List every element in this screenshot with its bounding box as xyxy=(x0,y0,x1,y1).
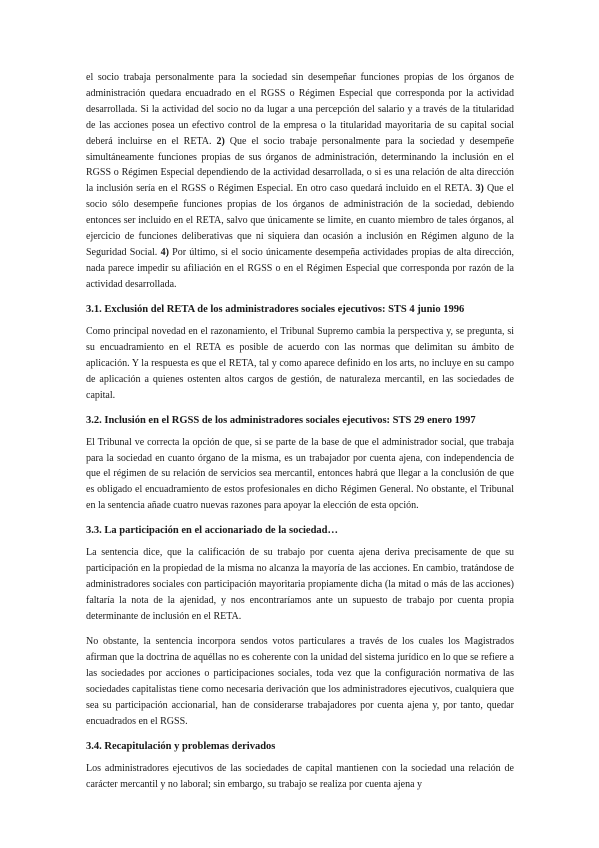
section-3-3-paragraph-1: La sentencia dice, que la calificación de su trabajo por cuenta ajena deriva precisamente de que su participación en la propiedad de la misma no alcanza la mayoría de las acciones. En cambio, tratándose de administradores sociales con participación mayoritaria propiamente dicha (la mitad o más de las acciones) faltaría la nota de la ajenidad, y nos encontraríamos ante un supuesto de trabajo por cuenta propia determinante de inclusión en el RETA. xyxy=(86,547,514,622)
intro-marker-3: 3) xyxy=(475,183,484,195)
intro-text-4: Por último, si el socio únicamente desempeña actividades propias de alta dirección, nada parece impedir su afiliación en el RGSS o en el Régimen Especial que corresponda por razón de la actividad desarrollada. xyxy=(86,246,514,290)
section-3-2-paragraph: El Tribunal ve correcta la opción de que, si se parte de la base de que el administrador social, que trabaja para la sociedad en cuanto órgano de la misma, es un trabajador por cuenta ajena, con independencia de que el régimen de su relación de servicios sea mercantil, entonces habrá que llegar a la conclusión de que es obligado el encuadramiento de estos profesionales en dicho Régimen General. No obstante, el Tribunal en la sentencia añade cuatro nuevas razones para apoyar la elección de esta opción. xyxy=(86,436,514,512)
section-3-3-paragraph-2: No obstante, la sentencia incorpora sendos votos particulares a través de los cuales los Magistrados afirman que la doctrina de aquéllas no es coherente con la unidad del sistema jurídico en lo que se refiere a las sociedades por acciones o participaciones sociales, toda vez que la configuración normativa de las sociedades capitalistas tiene como necesaria derivación que los administradores ejecutivos, cualquiera que sea su participación accionarial, han de considerarse trabajadores por cuenta ajena y, por tanto, quedar encuadrados en el RGSS. xyxy=(86,636,514,727)
section-3-1-paragraph: Como principal novedad en el razonamiento, el Tribunal Supremo cambia la perspectiva y, se pregunta, si su encuadramiento en el RETA es posible de acuerdo con las normas que delimitan su ámbito de aplicación. Y la respuesta es que el RETA, tal y como aparece definido en los arts, no incluye en su campo de aplicación a quienes ostenten altos cargos de gestión, de naturaleza mercantil, en las sociedades de capital. xyxy=(86,325,514,401)
section-3-4-paragraph: Los administradores ejecutivos de las sociedades de capital mantienen con la sociedad una relación de carácter mercantil y no laboral; sin embargo, su trabajo se realiza por cuenta ajena y xyxy=(86,762,514,790)
section-3-1-heading: 3.1. Exclusión del RETA de los administradores sociales ejecutivos: STS 4 junio 1996 xyxy=(86,303,465,315)
document-page xyxy=(86,70,514,802)
intro-paragraph xyxy=(86,70,514,293)
intro-text-2: Que el socio trabaje personalmente para la sociedad y desempeñe simultáneamente funciones propias de sus órganos de administración, determinando la inclusión en el RGSS o Régimen Especial dependiendo de la actividad desarrollada, o si es una relación de alta dirección la inclusión sería en el RGSS o Régimen Especial. En otro caso quedará incluido en el RETA. xyxy=(86,135,514,195)
intro-text-3: Que el socio sólo desempeñe funciones propias de los órganos de administración de la sociedad, debiendo entonces ser incluido en el RETA, salvo que únicamente se limite, en cuanto miembro de tales órganos, al ejercicio de funciones deliberativas que ni siquiera dan ocasión a inclusión en Régimen alguno de la Seguridad Social. xyxy=(86,183,514,258)
section-3-4-heading: 3.4. Recapitulación y problemas derivados xyxy=(86,740,276,752)
intro-marker-2: 2) xyxy=(216,135,225,147)
intro-marker-4: 4) xyxy=(160,246,169,258)
section-3-3-heading: 3.3. La participación en el accionariado de la sociedad… xyxy=(86,525,338,537)
section-3-2-heading: 3.2. Inclusión en el RGSS de los administradores sociales ejecutivos: STS 29 enero 1997 xyxy=(86,414,476,426)
intro-text-1: el socio trabaja personalmente para la sociedad sin desempeñar funciones propias de los órganos de administración quedara encuadrado en el RGSS o Régimen Especial que corresponda por la actividad desarrollada. Si la actividad del socio no da lugar a una percepción del salario y a través de la titularidad de las acciones posea un efectivo control de la empresa o la titularidad mayoritaria de su capital social deberá incluirse en el RETA. xyxy=(86,72,514,147)
